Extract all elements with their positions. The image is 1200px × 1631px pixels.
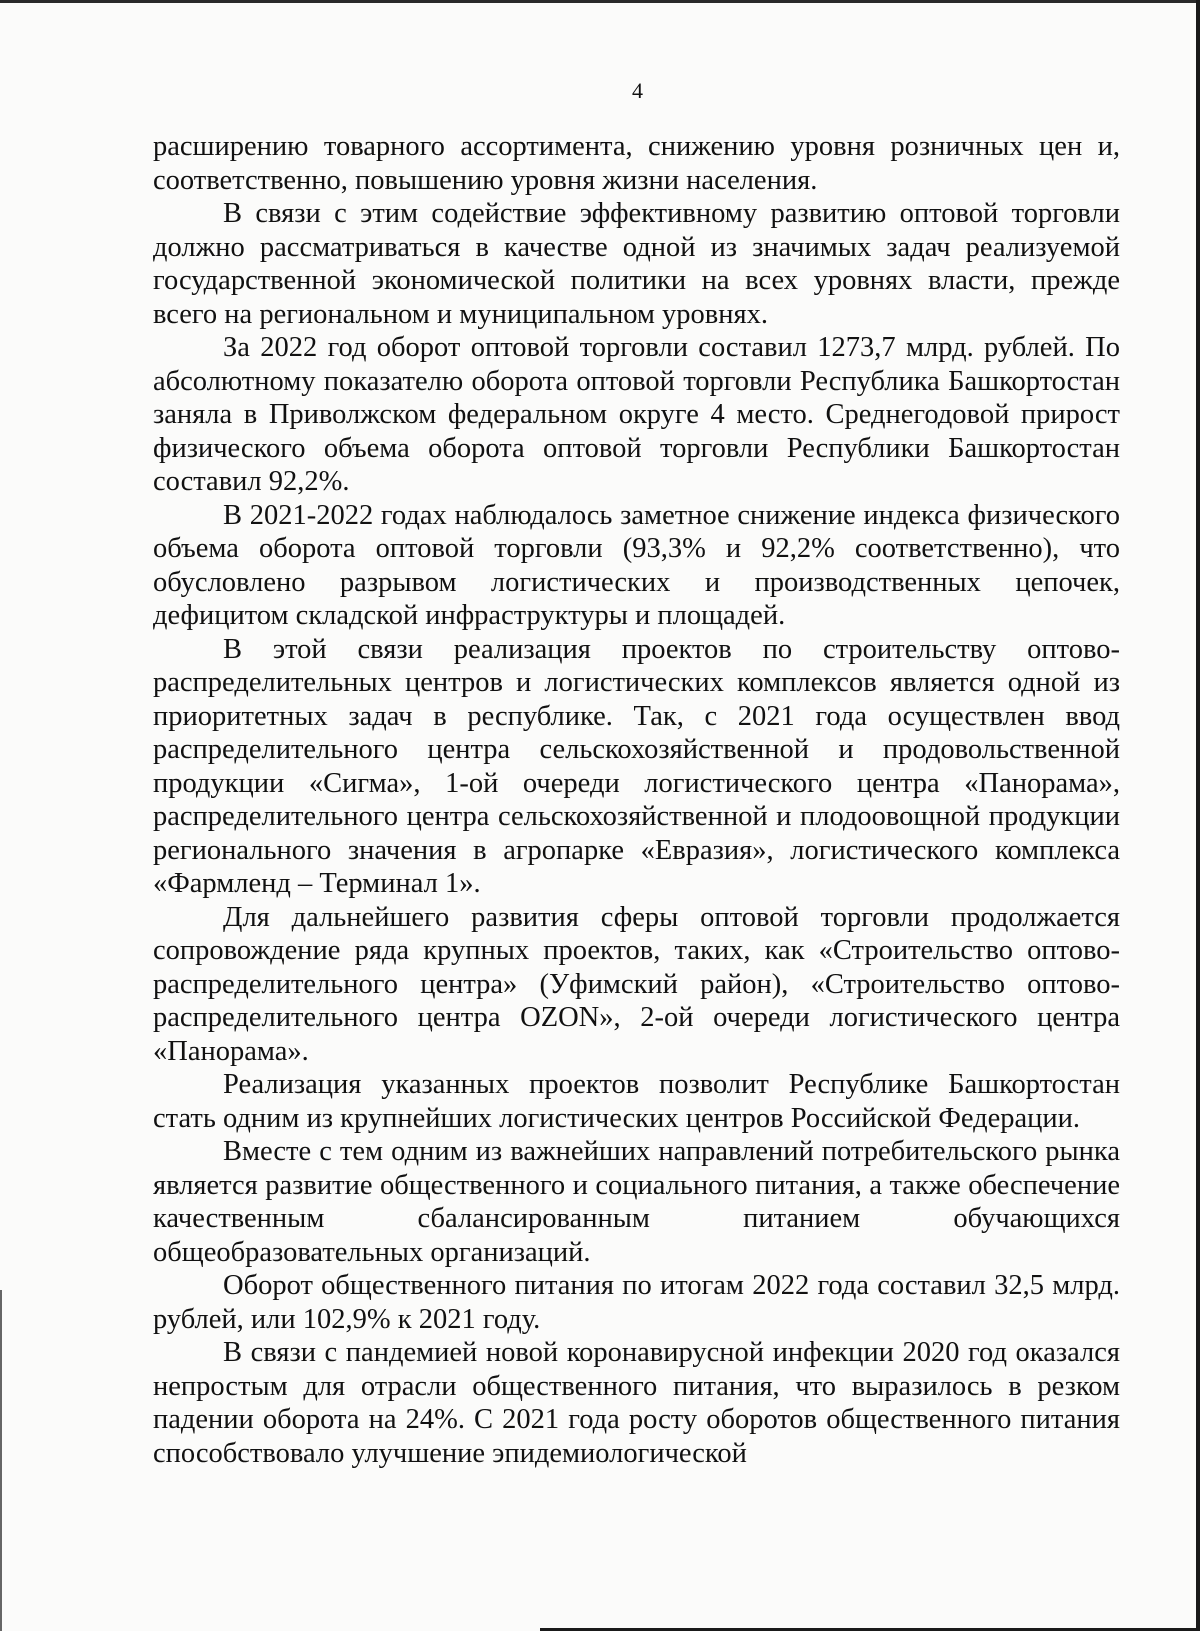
paragraph: В связи с этим содействие эффективному развитию оптовой торговли должно рассматриваться в качестве одной из значимых задач реализуемой государственной экономической политики на всех уровнях власти, прежде всего на региональном и муниципальном уровнях. [153, 198, 1120, 330]
page-number: 4 [632, 78, 643, 103]
paragraph: расширению товарного ассортимента, снижению уровня розничных цен и, соответственно, повышению уровня жизни населения. [153, 131, 1120, 196]
paragraph: Вместе с тем одним из важнейших направлений потребительского рынка является развитие общественного и социального питания, а также обеспечение качественным сбалансированным питанием обучающихся общеобразовательных организаций. [153, 1136, 1120, 1268]
scan-edge-top [0, 0, 1200, 3]
paragraph: Оборот общественного питания по итогам 2022 года составил 32,5 млрд. рублей, или 102,9% к 2021 году. [153, 1270, 1120, 1335]
paragraph: Реализация указанных проектов позволит Республике Башкортостан стать одним из крупнейших логистических центров Российской Федерации. [153, 1069, 1120, 1134]
scan-edge-right [1196, 0, 1200, 1631]
paragraph: Для дальнейшего развития сферы оптовой торговли продолжается сопровождение ряда крупных проектов, таких, как «Строительство оптово-распределительного центра» (Уфимский район), «Строительство оптово-распределительного центра OZON», 2-ой очереди логистического центра «Панорама». [153, 901, 1120, 1067]
paragraph: В связи с пандемией новой коронавирусной инфекции 2020 год оказался непростым для отрасли общественного питания, что выразилось в резком падении оборота на 24%. С 2021 года росту оборотов общественного питания способствовало улучшение эпидемиологической [153, 1337, 1120, 1469]
paragraph: В этой связи реализация проектов по строительству оптово-распределительных центров и логистических комплексов является одной из приоритетных задач в республике. Так, с 2021 года осуществлен ввод распределительного центра сельскохозяйственной и продовольственной продукции «Сигма», 1-ой очереди логистического центра «Панорама», распределительного центра сельскохозяйственной и плодоовощной продукции регионального значения в агропарке «Евразия», логистического комплекса «Фармленд – Терминал 1». [153, 633, 1120, 899]
paragraph: За 2022 год оборот оптовой торговли составил 1273,7 млрд. рублей. По абсолютному показателю оборота оптовой торговли Республика Башкортостан заняла в Приволжском федеральном округе 4 место. Среднегодовой прирост физического объема оборота оптовой торговли Республики Башкортостан составил 92,2%. [153, 332, 1120, 497]
document-body [153, 130, 1120, 1470]
scan-edge-left [0, 1290, 2, 1631]
paragraph: В 2021-2022 годах наблюдалось заметное снижение индекса физического объема оборота оптовой торговли (93,3% и 92,2% соответственно), что обусловлено разрывом логистических и производственных цепочек, дефицитом складской инфраструктуры и площадей. [153, 499, 1120, 631]
